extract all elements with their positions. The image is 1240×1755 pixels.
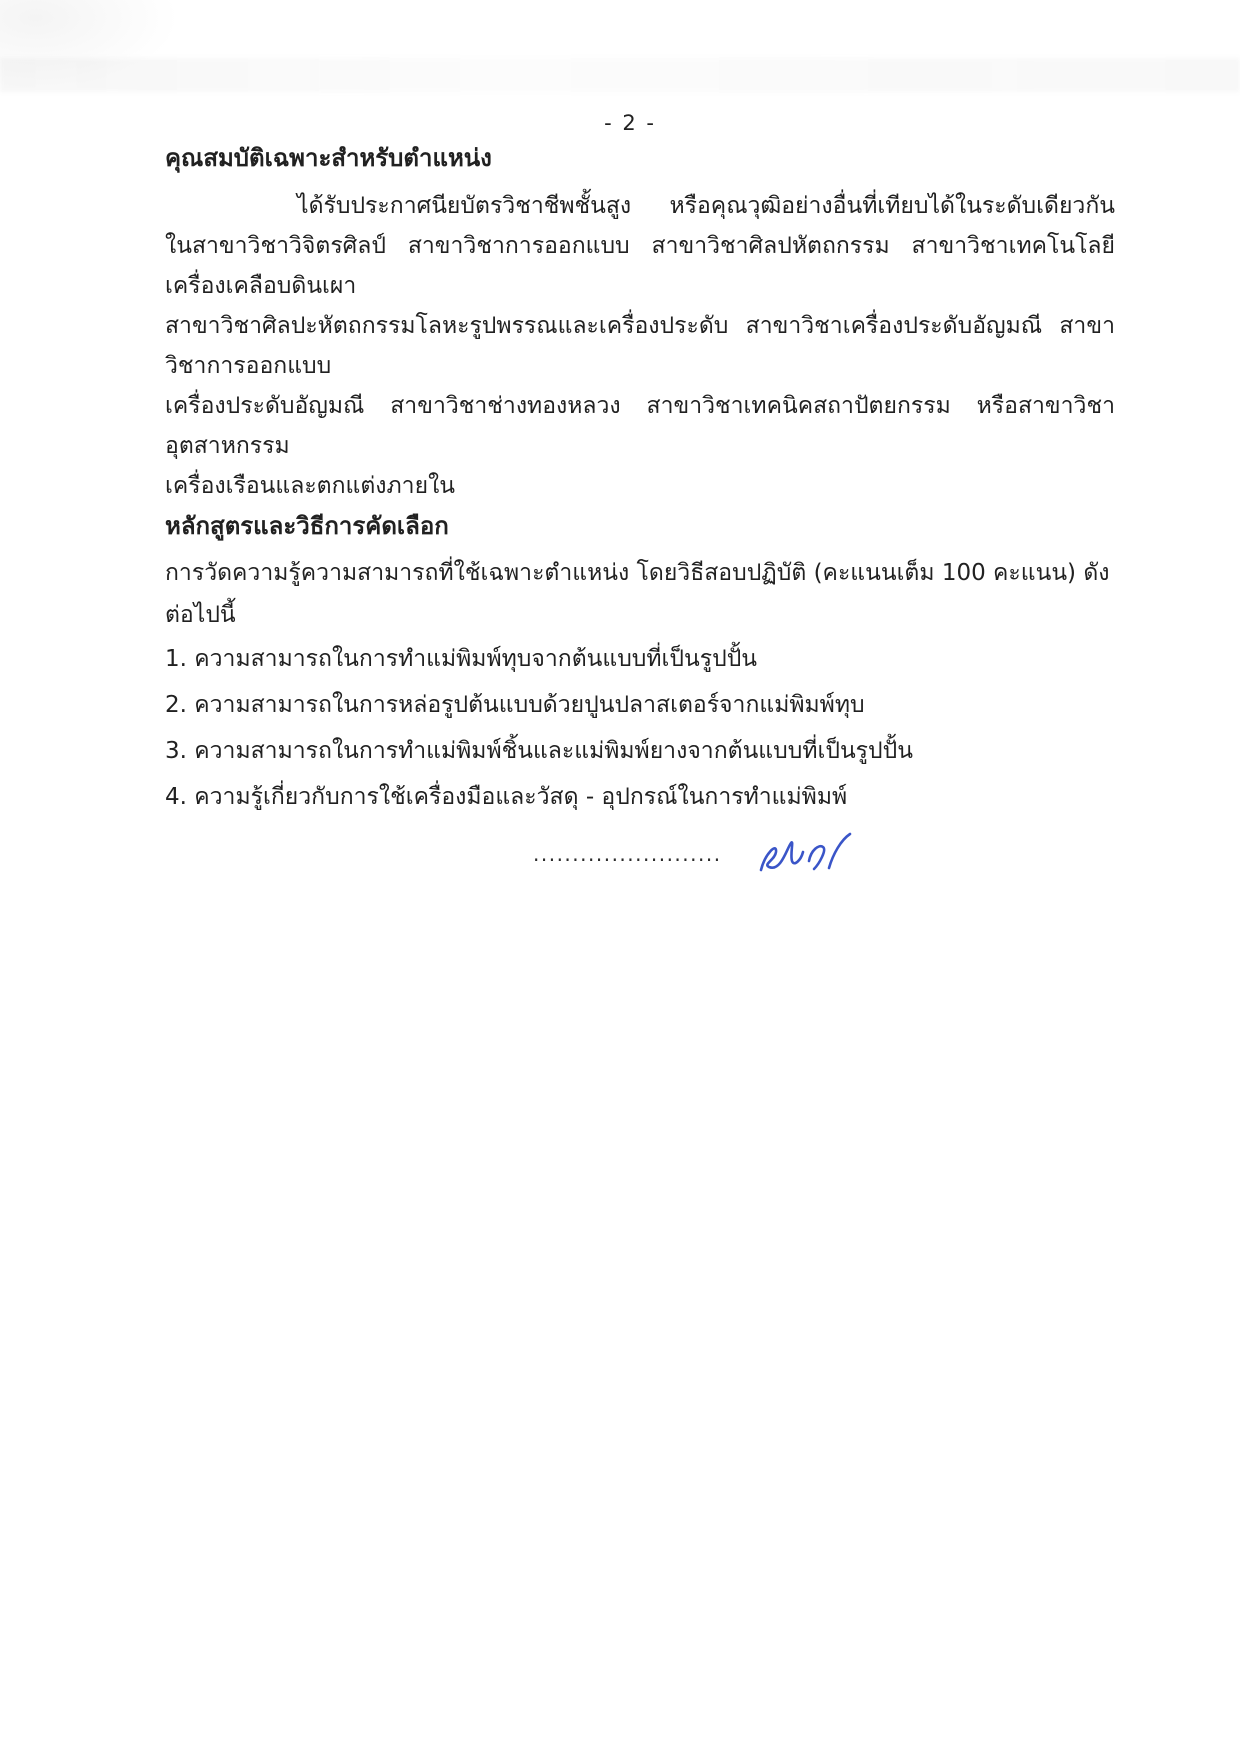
selection-item-4: 4. ความรู้เกี่ยวกับการใช้เครื่องมือและวัสดุ - อุปกรณ์ในการทำแม่พิมพ์: [165, 784, 848, 810]
selection-heading: หลักสูตรและวิธีการคัดเลือก: [165, 512, 449, 540]
qualification-line-1: ได้รับประกาศนียบัตรวิชาชีพชั้นสูง หรือคุณวุฒิอย่างอื่นที่เทียบได้ในระดับเดียวกัน: [297, 193, 1115, 219]
qualification-line-2: ในสาขาวิชาวิจิตรศิลป์ สาขาวิชาการออกแบบ สาขาวิชาศิลปหัตถกรรม สาขาวิชาเทคโนโลยีเครื่องเคลือบดินเผา: [165, 233, 1115, 299]
qualification-paragraph: [165, 186, 1115, 506]
qualification-line-4: เครื่องประดับอัญมณี สาขาวิชาช่างทองหลวง สาขาวิชาเทคนิคสถาปัตยกรรม หรือสาขาวิชาอุตสาหกรรม: [165, 393, 1115, 459]
selection-intro: การวัดความรู้ความสามารถที่ใช้เฉพาะตำแหน่ง โดยวิธีสอบปฏิบัติ (คะแนนเต็ม 100 คะแนน) ดังต่อไปนี้: [165, 560, 1110, 628]
signature-block: [165, 842, 1115, 912]
selection-list: [165, 636, 1115, 820]
scan-artifact-smudge: [0, 0, 180, 90]
selection-item-1: 1. ความสามารถในการทำแม่พิมพ์ทุบจากต้นแบบที่เป็นรูปปั้น: [165, 646, 758, 672]
selection-item-2: 2. ความสามารถในการหล่อรูปต้นแบบด้วยปูนปลาสเตอร์จากแม่พิมพ์ทุบ: [165, 692, 865, 718]
qualification-line-5: เครื่องเรือนและตกแต่งภายใน: [165, 473, 456, 499]
qualification-line-3: สาขาวิชาศิลปะหัตถกรรมโลหะรูปพรรณและเครื่องประดับ สาขาวิชาเครื่องประดับอัญมณี สาขาวิชาการออกแบบ: [165, 313, 1115, 379]
signature-scribble-icon: [753, 828, 857, 890]
selection-item-3: 3. ความสามารถในการทำแม่พิมพ์ชิ้นและแม่พิมพ์ยางจากต้นแบบที่เป็นรูปปั้น: [165, 738, 913, 764]
qualification-heading: คุณสมบัติเฉพาะสำหรับตำแหน่ง: [165, 144, 492, 172]
signature-dotted-line: ........................: [533, 842, 722, 866]
qualification-section: [165, 138, 1115, 506]
selection-section: [165, 506, 1115, 820]
page-number: - 2 -: [604, 111, 656, 135]
scan-artifact-band: [0, 58, 1240, 92]
